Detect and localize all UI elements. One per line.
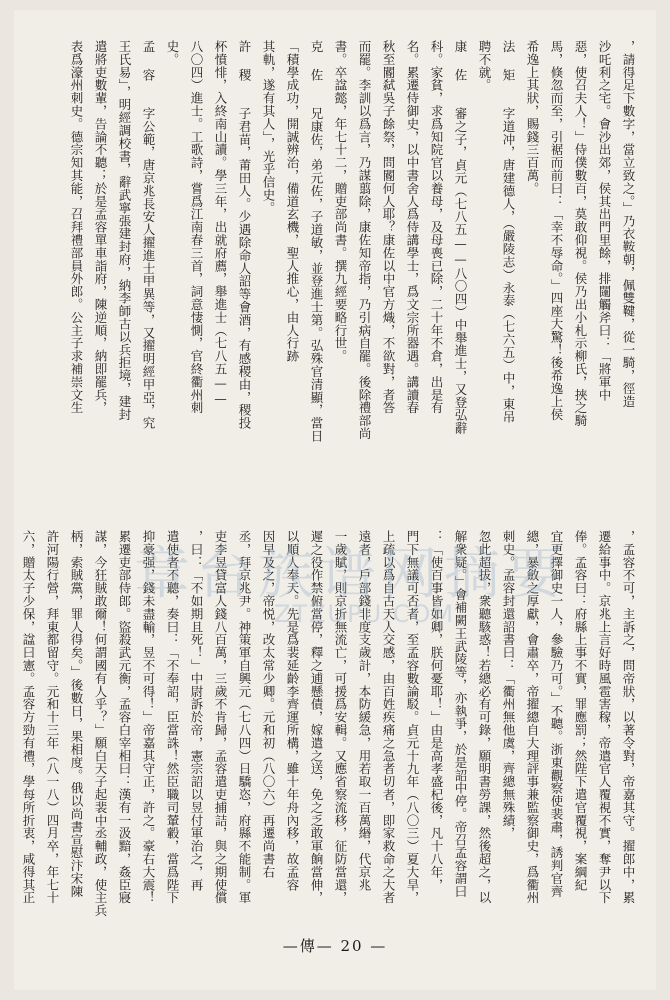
text-column: 遲之役作禁俯當停，釋之逋懸債，嫁遣之送，免之乏敢軍餉當伸， bbox=[309, 530, 324, 905]
text-column: 孟 容 字公範，唐京兆長安人擢進士甲異等，又擢明經甲亞，究 bbox=[141, 40, 156, 430]
text-column: 遷給事中。京兆上言好時風雹害稼，帝遣官人覆視不實，奪尹以下 bbox=[597, 530, 612, 905]
text-column: 因早及之，帝悦，改太常少卿。元和初（八〇六）再遷尚書右 bbox=[261, 530, 276, 879]
text-column: 克 佐 兄康佐，弟元佐，子道敏，並登進士第。弘殊官清顯，當日 bbox=[309, 40, 324, 443]
page-footer: —傳— 20 — bbox=[282, 937, 388, 955]
text-column: 忽此超拔，衆聽駭惑！若總必有可錄，願明書勞課，然後超之，以 bbox=[477, 530, 492, 905]
text-column: ，孟容不可，主訴之，問帝狀，以著令對，帝嘉其守。擢郎中，累 bbox=[621, 530, 636, 905]
text-column: 康 佐 審之子，貞元（七八五——八〇四）中舉進士，又登弘辭 bbox=[453, 40, 468, 435]
text-column: ，曰：「不如期且死！」中尉訴於帝，憲宗詔以昱付軍治之，再 bbox=[189, 530, 204, 892]
text-column: 名。累遷侍御史，以中書舍人爲侍講學士，爲文宗所器遇。講讀春 bbox=[405, 40, 420, 415]
text-column: 宜更擇御史一人，參驗乃可。」不聽。浙東觀察使裴肅，誘判官齊 bbox=[549, 530, 564, 898]
text-column: 王氏易」，明經調校書，辭武寧張建封府，納李師古以兵拒境，建封 bbox=[117, 40, 132, 421]
text-column: 「積學成功，開誠辨治，備道玄機，聖人推心，由人行跡 bbox=[285, 40, 300, 363]
text-column: 解衆疑。」會補闕王武陵等，亦執爭，於是詔中停。帝召孟容謂曰 bbox=[453, 530, 468, 898]
text-column: 俸。孟容曰：府縣上事不實，罪應罰；然陛下遣官覆視，案綱紀 bbox=[573, 530, 588, 892]
text-column: 許 稷 子君苗，莆田人。少遇除命人詔等會酒，有感稷由，稷投 bbox=[237, 40, 252, 430]
text-column: 吏李昱貸富人錢八百萬，三歲不肯歸，孟容遣吏捕詰，與之期使償 bbox=[213, 530, 228, 905]
text-column: 八〇四）進士。工歌詩，嘗爲江南春三首，詞意悽惻，官終衢州刺 bbox=[189, 40, 204, 415]
text-block-upper bbox=[28, 40, 640, 510]
text-column: 以順人奉天。先是爲裴延齡李齊運所構，雖十年舟內移，故孟容 bbox=[285, 530, 300, 892]
text-column: 而罷。李訓以爲言，乃謀翦除，康佐知帝指，乃引病自罷。後除禮部尚 bbox=[357, 40, 372, 440]
text-column: 刺史。孟容封還詔書曰：「衢州無他虞，齊總無殊績， bbox=[501, 530, 516, 840]
text-column: 許河陽行營，拜東都留守。元和十三年（八一八）四月卒，年七十 bbox=[45, 530, 60, 905]
text-column: 六，贈太子少保，諡曰憲。孟容方勁有禮，學每所折衷，咸得其正 bbox=[21, 530, 36, 905]
text-column: ，請得足下數字，當立致之。」乃衣鞍朝，佩雙鞬，從一騎，徑造 bbox=[621, 40, 636, 408]
text-column: 一歲賦，則京折無流亡，可援爲安輯。又應省察流移，征防當還， bbox=[333, 530, 348, 905]
text-column: ：「使百事皆如卿，朕何憂耶！」由是高孝盛杞後，凡十八年， bbox=[429, 530, 444, 892]
text-column: 抑豪强，錢未盡輸，昱不可得！」帝嘉其守正，許之。豪右大震！ bbox=[141, 530, 156, 905]
text-column: 法 矩 字道冲，唐建德人，（嚴陵志）永泰（七六五）中，東吊 bbox=[501, 40, 516, 424]
text-column: 遣將吏數輩，告論不聽；於是孟容單車詣府，陳逆順，納即罷兵， bbox=[93, 40, 108, 415]
text-column: 門下無議可否者，至孟容數論駁。貞元十九年（八〇三）夏大旱， bbox=[405, 530, 420, 905]
text-column: 史。 bbox=[165, 40, 180, 66]
text-column: 柄，索賊黨，罪人得矣。」後數日，果相度。俄以尚書宣慰汴宋陳 bbox=[69, 530, 84, 898]
text-column: 遠者，戶部錢非度支歲計，本防緩急，用若取一百萬緡，代京兆 bbox=[357, 530, 372, 892]
text-column: 秋至閽弑吳子餘祭，問閽何人耶？康佐以中官方熾，不欲對，者答 bbox=[381, 40, 396, 415]
document-page bbox=[14, 10, 656, 990]
text-column: 書。卒諡懿，年七十二，贈吏部尚書。撰九經要略行世。 bbox=[333, 40, 348, 363]
watermark-url: ZTZUPU.COM bbox=[274, 600, 456, 628]
text-column: 馬，倏忽而至，引裾而前曰：「幸不辱命。」四座大驚！後希逸上侯 bbox=[549, 40, 564, 421]
text-column: 科。家貧，求爲知院官以養母，及母喪已除，二十年不倉，出是有 bbox=[429, 40, 444, 415]
text-column: 惡，使召夫人！」侍僕數百，莫敢仰視。侯乃出小札示柳氏，挾之騎 bbox=[573, 40, 588, 427]
text-column: 表爲濠州刺史。德宗知其能，召拜禮部員外郎。公主子求補崇文生 bbox=[69, 40, 84, 415]
text-column: 累遷吏部侍郎。盜殺武元衡，孟容白宰相曰：漢有一汲黯，姦臣寢 bbox=[117, 530, 132, 905]
text-column: 杯憤悱，入終南山讀。學三年，出就府薦，舉進士（七八五—— bbox=[213, 40, 228, 407]
text-column: 其軌，遂有其人」，光乎信史。 bbox=[261, 40, 276, 215]
text-column: 謀，今狂賊敢爾！何謂國有人乎？」願白天子起裴中丞輔政，使主兵 bbox=[93, 530, 108, 917]
text-column: 丞，拜京兆尹。神策軍自興元（七八四）日驕恣，府縣不能制。軍 bbox=[237, 530, 252, 905]
text-column: 希逸上其狀，賜錢三百萬。 bbox=[525, 40, 540, 195]
watermark-text: 章台族谱网摘要 bbox=[134, 542, 568, 607]
text-column: 聘不就。 bbox=[477, 40, 492, 92]
text-column: 沙吒利之宅。會沙出郊，侯其出門里餘，排闥觸斧曰：「將軍中 bbox=[597, 40, 612, 402]
text-column: 上疏以爲自古天人交感，由百姓疾痛之急者切者，即家救命之大者 bbox=[381, 530, 396, 905]
text-column: 總，暴斂之厚獻，會肅卒，帝擢總自大理評事兼監察御史，爲衢州 bbox=[525, 530, 540, 905]
text-column: 遣使者不聽，奏曰：「不奉詔，臣當誅！然臣職司輦轂，當爲陛下 bbox=[165, 530, 180, 905]
